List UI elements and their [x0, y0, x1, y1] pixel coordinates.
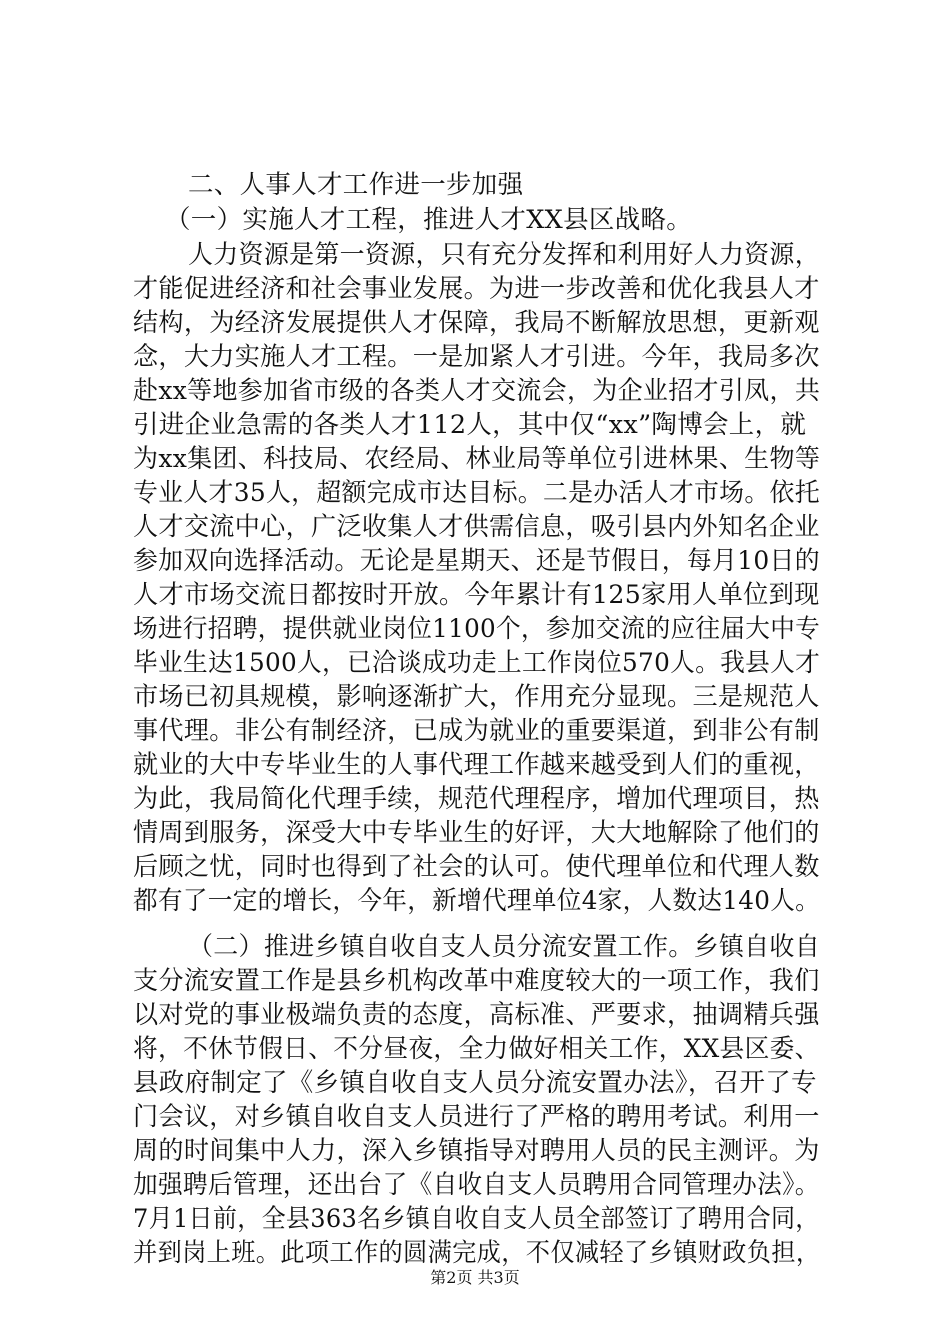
text-line: 7月1日前，全县363名乡镇自收自支人员全部签订了聘用合同， [133, 1204, 820, 1234]
text-line: 参加双向选择活动。无论是星期天、还是节假日，每月10日的 [133, 546, 820, 576]
text-line: 才能促进经济和社会事业发展。为进一步改善和优化我县人才 [133, 274, 820, 304]
text-line: 毕业生达1500人，已洽谈成功走上工作岗位570人。我县人才 [133, 648, 821, 678]
text-line: 专业人才35人，超额完成市达目标。二是办活人才市场。依托 [133, 478, 820, 508]
text-line: 结构，为经济发展提供人才保障，我局不断解放思想，更新观 [133, 308, 820, 338]
text-line: 人力资源是第一资源，只有充分发挥和利用好人力资源， [188, 240, 820, 270]
text-line: 就业的大中专毕业生的人事代理工作越来越受到人们的重视， [133, 750, 820, 780]
text-line: 人才交流中心，广泛收集人才供需信息，吸引县内外知名企业 [133, 512, 820, 542]
text-line: 赴xx等地参加省市级的各类人才交流会，为企业招才引凤，共 [133, 376, 821, 406]
text-line: 并到岗上班。此项工作的圆满完成，不仅减轻了乡镇财政负担， [133, 1238, 821, 1268]
text-line: 都有了一定的增长，今年，新增代理单位4家，人数达140人。 [133, 886, 821, 916]
text-line: 加强聘后管理，还出台了《自收自支人员聘用合同管理办法》。 [133, 1170, 820, 1200]
text-line: 事代理。非公有制经济，已成为就业的重要渠道，到非公有制 [133, 716, 820, 746]
text-line: 念，大力实施人才工程。一是加紧人才引进。今年，我局多次 [133, 342, 820, 372]
text-line: 后顾之忧，同时也得到了社会的认可。使代理单位和代理人数 [133, 852, 820, 882]
text-line: 将，不休节假日、不分昼夜，全力做好相关工作，XX县区委、 [133, 1034, 820, 1064]
text-line: 市场已初具规模，影响逐渐扩大，作用充分显现。三是规范人 [133, 682, 820, 712]
text-line: 为此，我局简化代理手续，规范代理程序，增加代理项目，热 [133, 784, 820, 814]
text-line: 县政府制定了《乡镇自收自支人员分流安置办法》，召开了专 [133, 1068, 817, 1098]
section-heading: 二、人事人才工作进一步加强 [188, 170, 524, 200]
text-line: 支分流安置工作是县乡机构改革中难度较大的一项工作，我们 [133, 966, 820, 996]
text-line: 门会议，对乡镇自收自支人员进行了严格的聘用考试。利用一 [133, 1102, 820, 1132]
text-line: 人才市场交流日都按时开放。今年累计有125家用人单位到现 [133, 580, 820, 610]
text-line: 周的时间集中人力，深入乡镇指导对聘用人员的民主测评。为 [133, 1136, 820, 1166]
text-line: （二）推进乡镇自收自支人员分流安置工作。乡镇自收自 [188, 932, 820, 962]
text-line: 情周到服务，深受大中专毕业生的好评，大大地解除了他们的 [133, 818, 820, 848]
subsection-heading: （一）实施人才工程，推进人才XX县区战略。 [165, 205, 693, 235]
text-line: 引进企业急需的各类人才112人，其中仅“xx”陶博会上，就 [133, 410, 807, 440]
text-line: 以对党的事业极端负责的态度，高标准、严要求，抽调精兵强 [133, 1000, 820, 1030]
page-number-footer: 第2页 共3页 [430, 1268, 520, 1287]
text-line: 场进行招聘，提供就业岗位1100个，参加交流的应往届大中专 [133, 614, 821, 644]
text-line: 为xx集团、科技局、农经局、林业局等单位引进林果、生物等 [133, 444, 821, 474]
